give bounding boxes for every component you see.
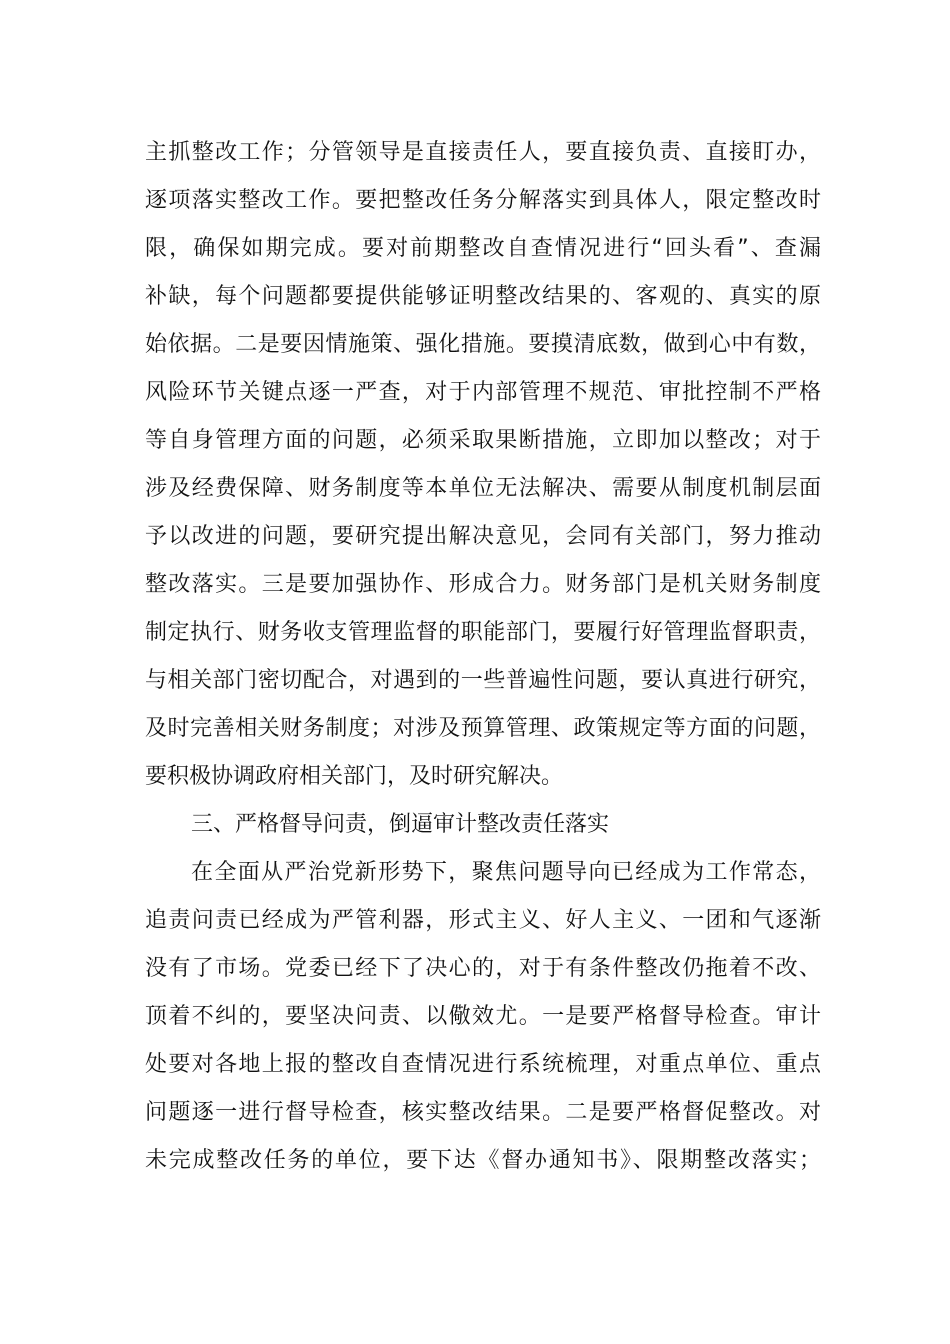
text-line: 要积极协调政府相关部门，及时研究解决。 bbox=[145, 764, 564, 789]
text-line: 主抓整改工作；分管领导是直接责任人，要直接负责、直接盯办， bbox=[145, 140, 821, 165]
paragraph bbox=[145, 129, 821, 801]
document-page bbox=[145, 129, 821, 1185]
text-line: 及时完善相关财务制度；对涉及预算管理、政策规定等方面的问题， bbox=[145, 716, 821, 741]
section-heading: 三、严格督导问责，倒逼审计整改责任落实 bbox=[191, 812, 610, 837]
text-line: 风险环节关键点逐一严查，对于内部管理不规范、审批控制不严格 bbox=[145, 380, 821, 405]
text-line: 未完成整改任务的单位，要下达《督办通知书》、限期整改落实； bbox=[145, 1148, 821, 1173]
text-line: 限，确保如期完成。要对前期整改自查情况进行“回头看”、查漏 bbox=[145, 236, 821, 261]
text-line: 逐项落实整改工作。要把整改任务分解落实到具体人，限定整改时 bbox=[145, 188, 821, 213]
text-line: 问题逐一进行督导检查，核实整改结果。二是要严格督促整改。对 bbox=[145, 1100, 821, 1125]
text-line: 始依据。二是要因情施策、强化措施。要摸清底数，做到心中有数， bbox=[145, 332, 821, 357]
text-line: 涉及经费保障、财务制度等本单位无法解决、需要从制度机制层面 bbox=[145, 476, 821, 501]
text-line: 等自身管理方面的问题，必须采取果断措施，立即加以整改；对于 bbox=[145, 428, 821, 453]
text-line: 整改落实。三是要加强协作、形成合力。财务部门是机关财务制度 bbox=[145, 572, 821, 597]
text-line: 予以改进的问题，要研究提出解决意见，会同有关部门，努力推动 bbox=[145, 524, 821, 549]
text-line: 没有了市场。党委已经下了决心的，对于有条件整改仍拖着不改、 bbox=[145, 956, 821, 981]
text-line: 补缺，每个问题都要提供能够证明整改结果的、客观的、真实的原 bbox=[145, 284, 821, 309]
text-line: 在全面从严治党新形势下，聚焦问题导向已经成为工作常态， bbox=[191, 860, 821, 885]
text-line: 处要对各地上报的整改自查情况进行系统梳理，对重点单位、重点 bbox=[145, 1052, 821, 1077]
text-line: 制定执行、财务收支管理监督的职能部门，要履行好管理监督职责， bbox=[145, 620, 821, 645]
text-line: 追责问责已经成为严管利器，形式主义、好人主义、一团和气逐渐 bbox=[145, 908, 821, 933]
paragraph bbox=[145, 849, 821, 1185]
text-line: 顶着不纠的，要坚决问责、以儆效尤。一是要严格督导检查。审计 bbox=[145, 1004, 821, 1029]
text-line: 与相关部门密切配合，对遇到的一些普遍性问题，要认真进行研究， bbox=[145, 668, 821, 693]
